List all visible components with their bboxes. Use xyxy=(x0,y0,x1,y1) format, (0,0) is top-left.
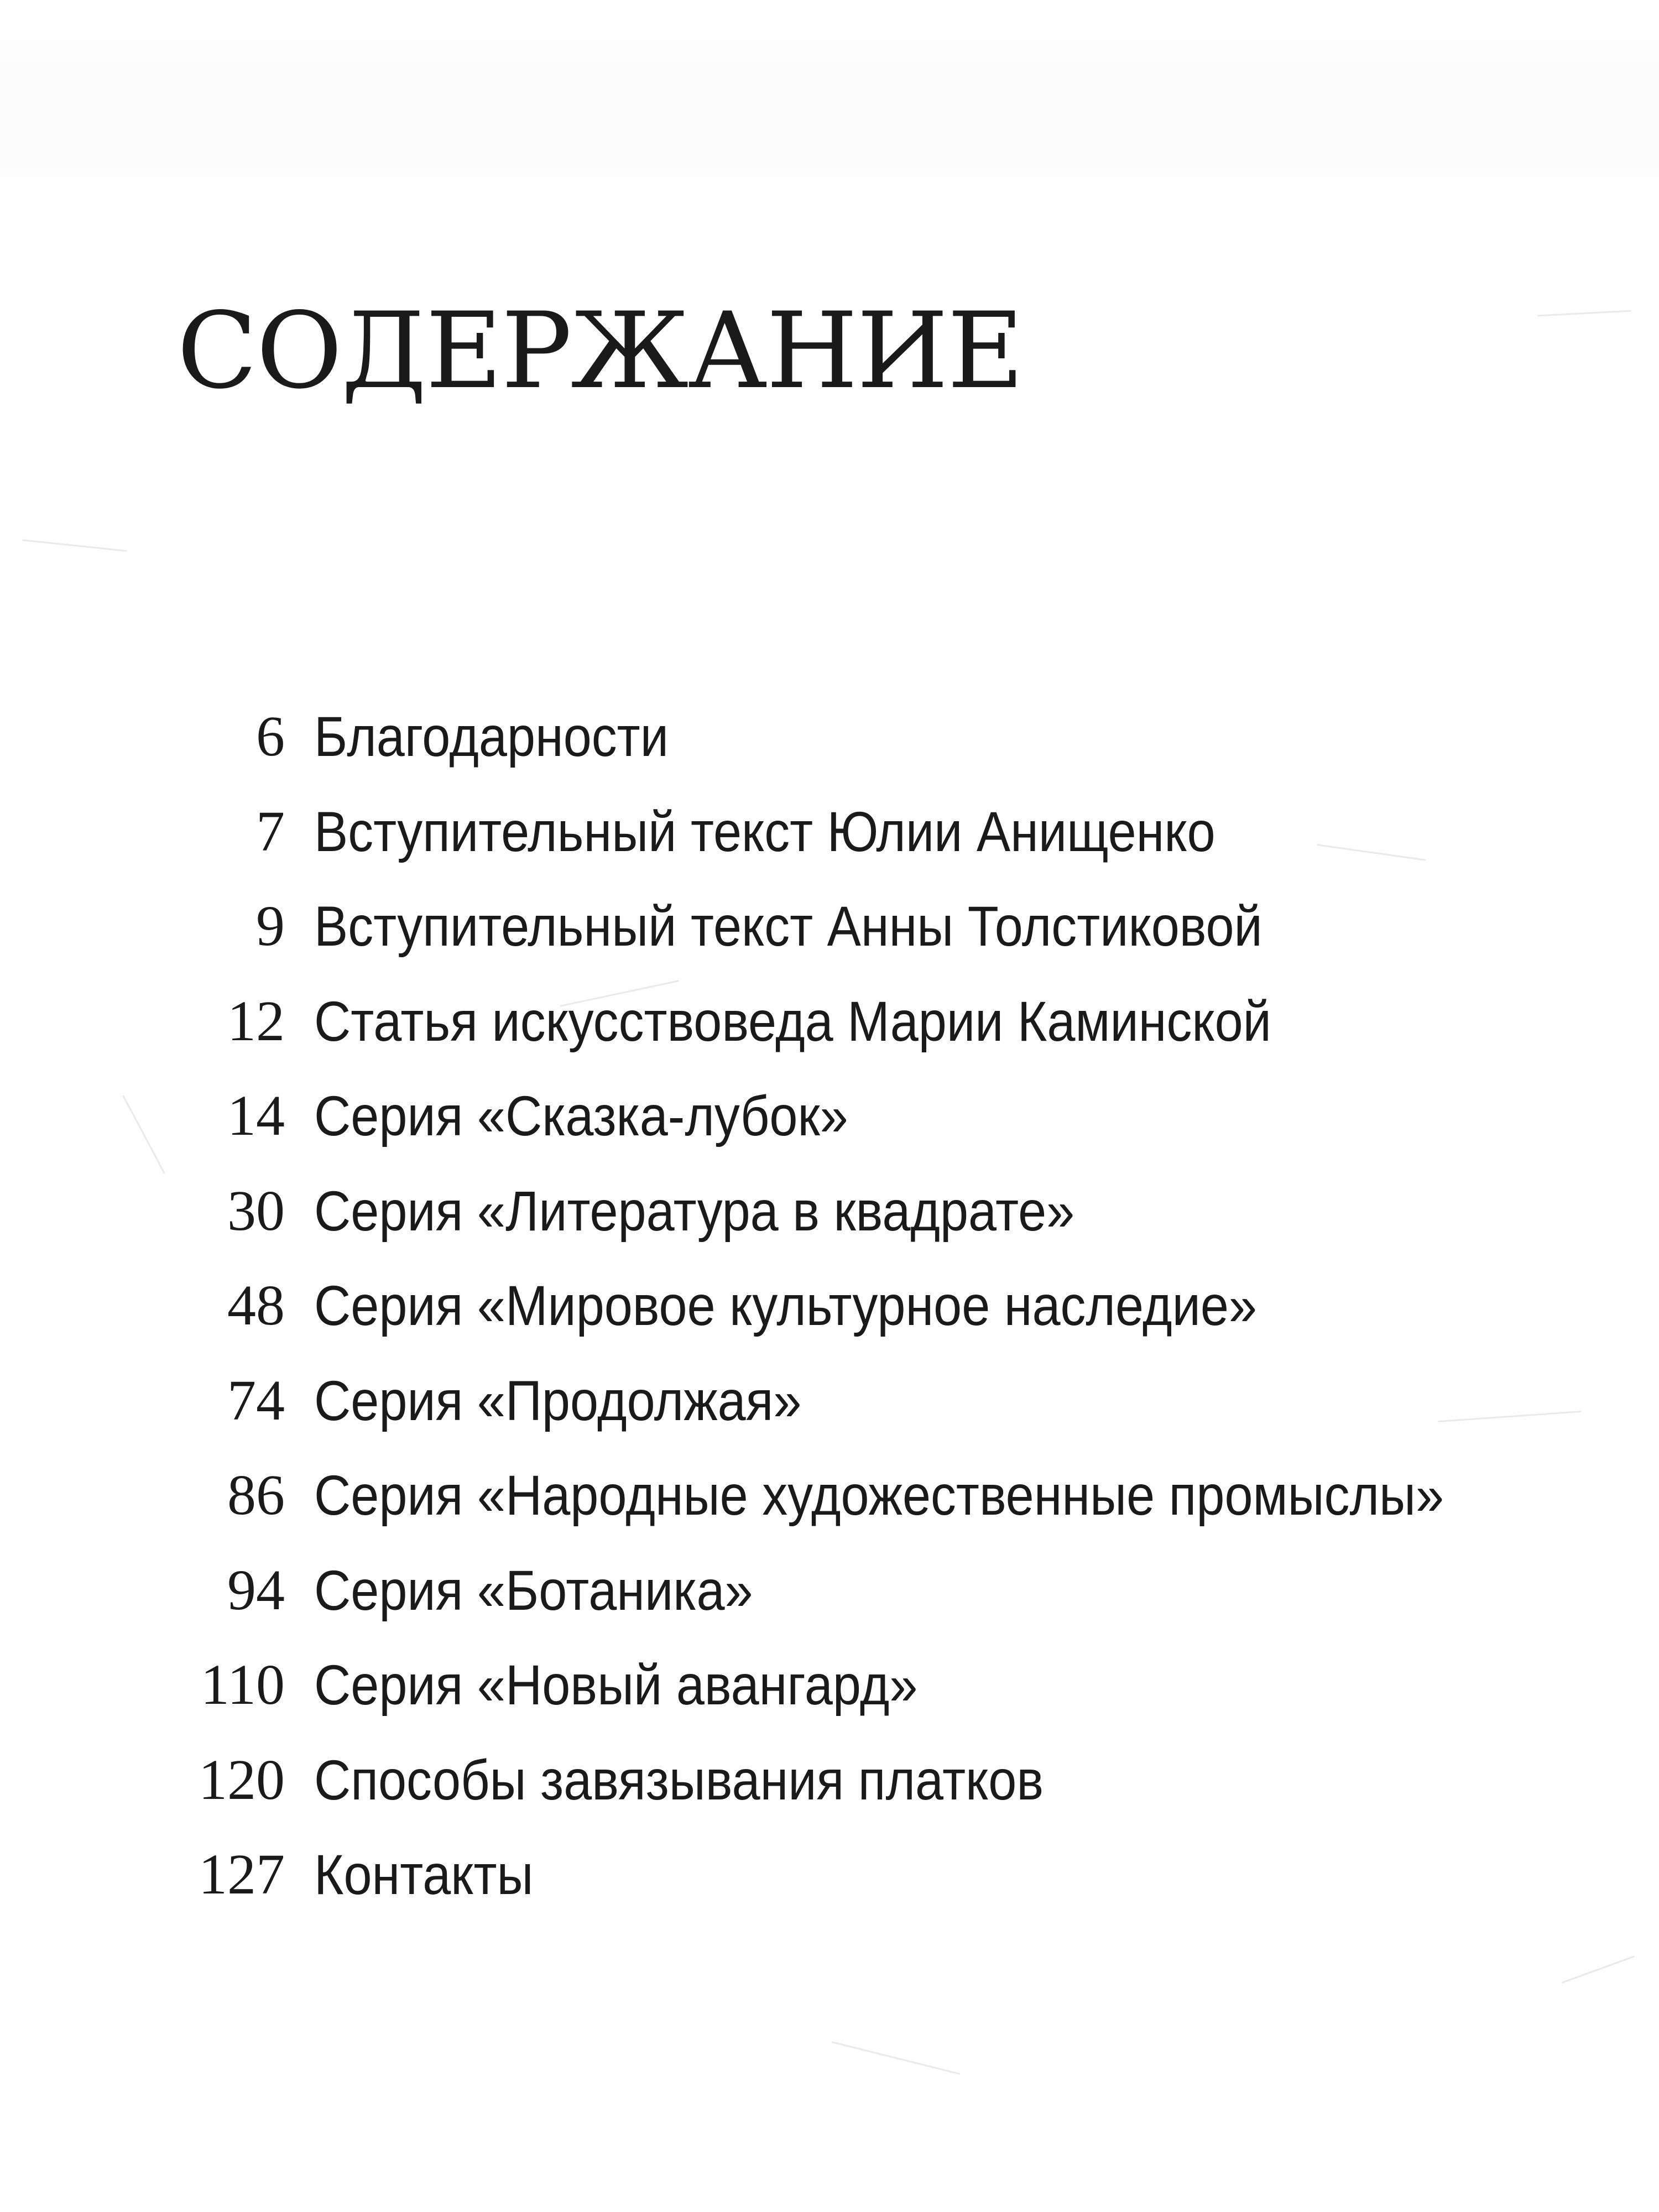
toc-entry xyxy=(0,1641,1659,1736)
toc-entry-title: Серия «Продолжая» xyxy=(314,1369,802,1432)
toc-entry xyxy=(0,1357,1659,1452)
toc-entry xyxy=(0,1167,1659,1262)
toc-entry xyxy=(0,1261,1659,1357)
toc-entry-title: Серия «Мировое культурное наследие» xyxy=(314,1274,1257,1337)
table-of-contents xyxy=(0,692,1659,1926)
toc-entry-title: Серия «Народные художественные промыслы» xyxy=(314,1464,1444,1527)
toc-page-number: 127 xyxy=(199,1843,285,1906)
toc-page-number: 120 xyxy=(199,1747,285,1812)
toc-entry xyxy=(0,1736,1659,1831)
toc-page-number: 110 xyxy=(200,1653,285,1717)
toc-entry-title: Серия «Ботаника» xyxy=(314,1558,753,1622)
toc-entry-title: Благодарности xyxy=(314,705,669,768)
toc-entry xyxy=(0,882,1659,977)
toc-entry-title: Статья искусствоведа Марии Каминской xyxy=(314,989,1271,1053)
toc-page-number: 14 xyxy=(227,1084,285,1147)
paper-fiber xyxy=(831,2041,961,2075)
toc-entry xyxy=(0,787,1659,883)
toc-page-number: 12 xyxy=(227,989,285,1053)
toc-page-number: 9 xyxy=(256,894,285,958)
page-title: СОДЕРЖАНИЕ xyxy=(177,290,1023,412)
toc-page-number: 6 xyxy=(256,705,285,768)
toc-entry xyxy=(0,1830,1659,1926)
toc-entry-title: Серия «Литература в квадрате» xyxy=(314,1179,1075,1243)
paper-fiber xyxy=(22,539,127,552)
toc-entry xyxy=(0,1546,1659,1641)
toc-entry-title: Способы завязывания платков xyxy=(314,1748,1044,1812)
toc-page-number: 94 xyxy=(227,1558,285,1622)
paper-fiber xyxy=(1562,1955,1635,1984)
toc-entry xyxy=(0,1451,1659,1546)
toc-entry-title: Вступительный текст Анны Толстиковой xyxy=(314,895,1262,958)
toc-page-number: 74 xyxy=(227,1368,285,1432)
toc-entry-title: Вступительный текст Юлии Анищенко xyxy=(314,800,1215,863)
toc-entry xyxy=(0,977,1659,1072)
toc-page-number: 86 xyxy=(227,1463,285,1527)
toc-entry-title: Серия «Новый авангард» xyxy=(314,1653,918,1717)
scan-shading xyxy=(0,0,1659,177)
toc-entry-title: Серия «Сказка-лубок» xyxy=(314,1084,848,1147)
toc-page-number: 30 xyxy=(227,1178,285,1243)
toc-entry xyxy=(0,1072,1659,1167)
paper-fiber xyxy=(1537,310,1631,317)
toc-page-number: 48 xyxy=(227,1274,285,1337)
toc-entry xyxy=(0,692,1659,787)
toc-page-number: 7 xyxy=(256,799,285,863)
toc-entry-title: Контакты xyxy=(314,1843,534,1906)
